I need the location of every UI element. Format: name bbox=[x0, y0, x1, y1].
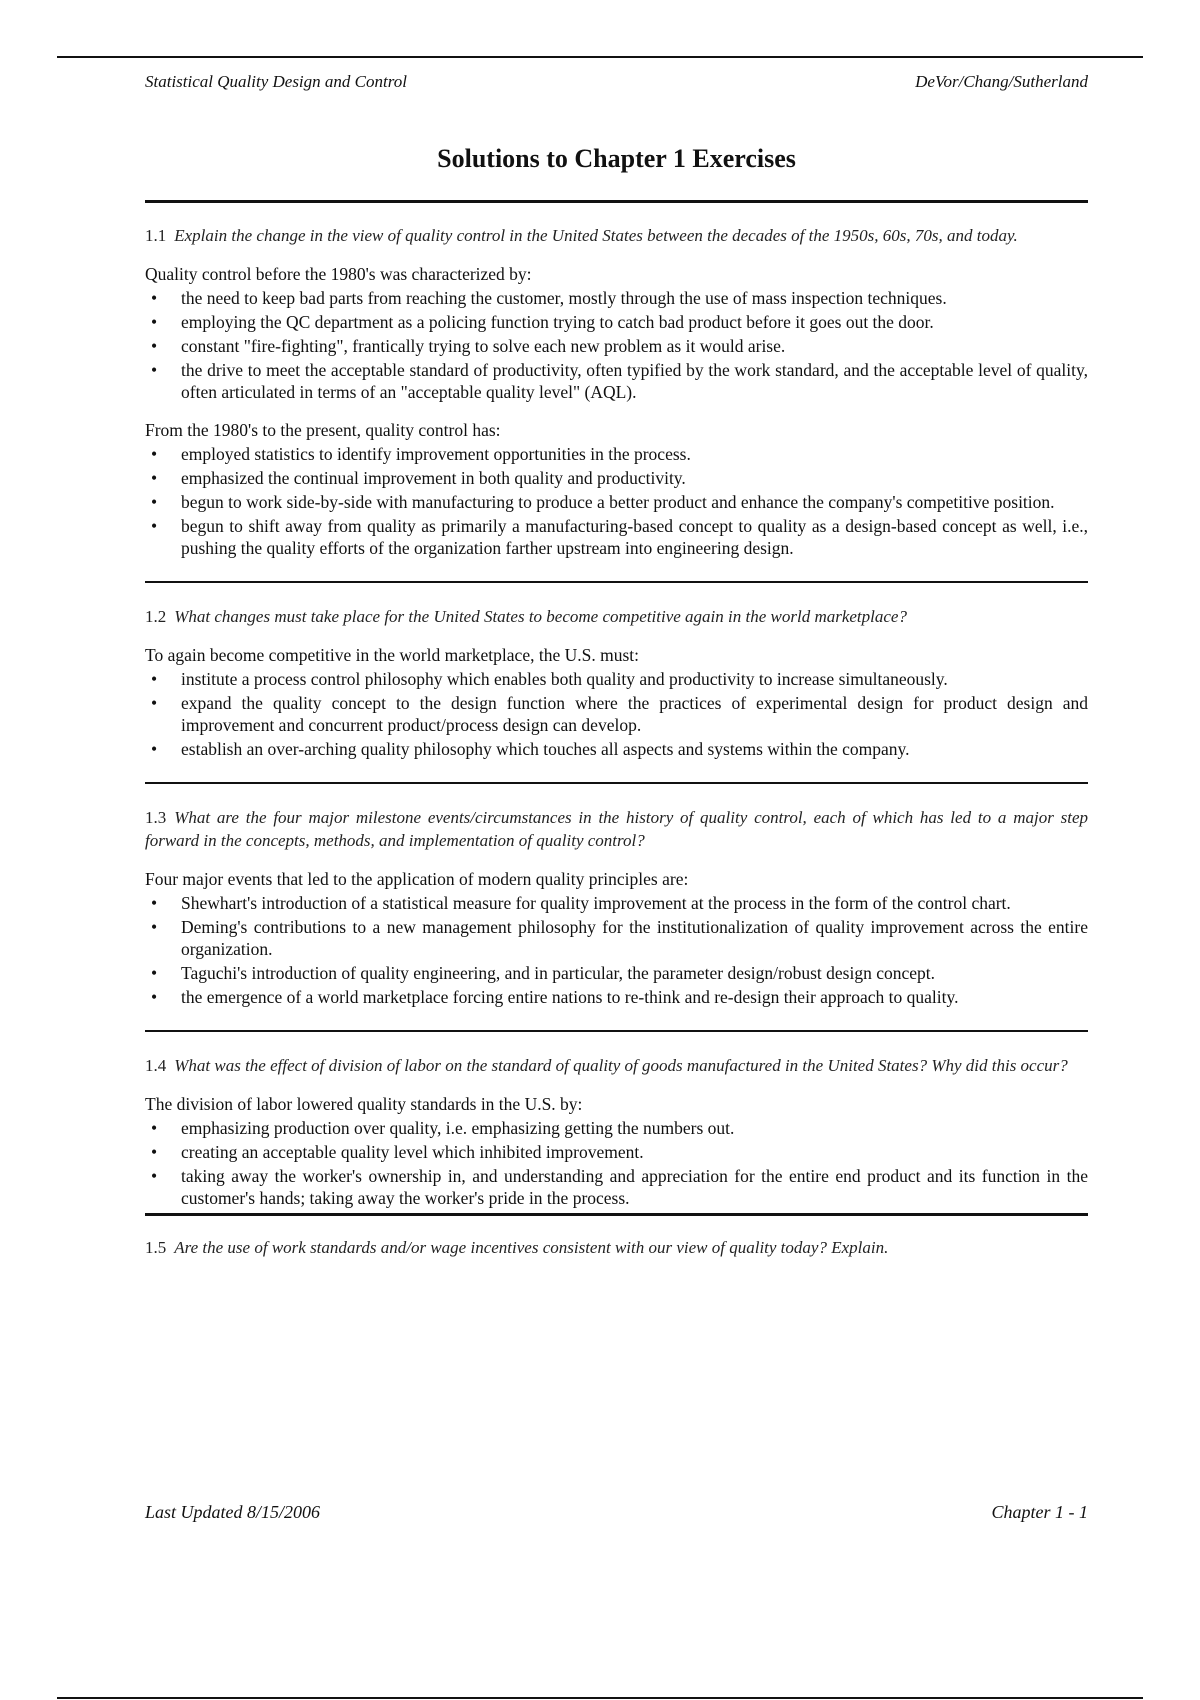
list-item: • Taguchi's introduction of quality engineering, and in particular, the parameter design/robust design concept. bbox=[151, 963, 935, 983]
list-item: • establish an over-arching quality philosophy which touches all aspects and systems within the company. bbox=[151, 739, 910, 759]
header-book-title: Statistical Quality Design and Control bbox=[145, 72, 407, 91]
list-item: • the need to keep bad parts from reaching the customer, mostly through the use of mass inspection techniques. bbox=[151, 288, 947, 308]
section-divider bbox=[145, 581, 1088, 583]
running-header bbox=[145, 72, 1088, 92]
answer-lead: Quality control before the 1980's was characterized by: bbox=[145, 264, 532, 284]
list-item: • Deming's contributions to a new management philosophy for the institutionalization of quality improvement across the entire organization. bbox=[151, 917, 1088, 959]
page-footer bbox=[145, 1502, 1088, 1523]
footer-last-updated: Last Updated 8/15/2006 bbox=[145, 1502, 321, 1522]
list-item: • expand the quality concept to the design function where the practices of experimental design for product design and improvement and concurrent product/process design can develop. bbox=[151, 693, 1088, 735]
answer-list bbox=[145, 443, 1088, 559]
list-item: • employed statistics to identify improvement opportunities in the process. bbox=[151, 444, 691, 464]
question-1-4: 1.4 What was the effect of division of labor on the standard of quality of goods manufactured in the United States? Why did this occur? bbox=[145, 1056, 1068, 1075]
answer-lead: Four major events that led to the application of modern quality principles are: bbox=[145, 869, 689, 889]
question-1-5: 1.5 Are the use of work standards and/or wage incentives consistent with our view of quality today? Explain. bbox=[145, 1238, 889, 1257]
header-authors: DeVor/Chang/Sutherland bbox=[915, 72, 1088, 91]
footer-page-number: Chapter 1 - 1 bbox=[991, 1502, 1088, 1522]
list-item: • Shewhart's introduction of a statistical measure for quality improvement at the process in the form of the control chart. bbox=[151, 893, 1011, 913]
list-item: • begun to shift away from quality as primarily a manufacturing-based concept to quality as a design-based concept as well, i.e., pushing the quality efforts of the organization farther upstream into engineering design. bbox=[151, 516, 1088, 558]
question-1-1: 1.1 Explain the change in the view of quality control in the United States between the decades of the 1950s, 60s, 70s, and today. bbox=[145, 226, 1018, 245]
section-divider bbox=[145, 782, 1088, 784]
answer-list bbox=[145, 287, 1088, 403]
question-1-2: 1.2 What changes must take place for the United States to become competitive again in the world marketplace? bbox=[145, 607, 907, 626]
answer-lead: To again become competitive in the world marketplace, the U.S. must: bbox=[145, 645, 639, 665]
list-item: • emphasized the continual improvement in both quality and productivity. bbox=[151, 468, 686, 488]
answer-list bbox=[145, 892, 1088, 1008]
list-item: • institute a process control philosophy which enables both quality and productivity to increase simultaneously. bbox=[151, 669, 948, 689]
answer-lead: The division of labor lowered quality standards in the U.S. by: bbox=[145, 1094, 583, 1114]
list-item: • the emergence of a world marketplace forcing entire nations to re-think and re-design their approach to quality. bbox=[151, 987, 959, 1007]
answer-list bbox=[145, 668, 1088, 760]
section-divider bbox=[145, 1030, 1088, 1032]
section-divider bbox=[145, 1213, 1088, 1216]
question-1-3: 1.3 What are the four major milestone events/circumstances in the history of quality control, each of which has led to a major step forward in the concepts, methods, and implementation of quality control? bbox=[145, 808, 1088, 850]
list-item: • constant "fire-fighting", frantically trying to solve each new problem as it would arise. bbox=[151, 336, 786, 356]
top-rule bbox=[57, 56, 1143, 58]
list-item: • emphasizing production over quality, i.e. emphasizing getting the numbers out. bbox=[151, 1118, 735, 1138]
page-title: Solutions to Chapter 1 Exercises bbox=[437, 144, 796, 173]
document-body bbox=[145, 200, 1088, 1259]
bottom-rule bbox=[57, 1697, 1143, 1699]
list-item: • begun to work side-by-side with manufacturing to produce a better product and enhance the company's competitive position. bbox=[151, 492, 1055, 512]
list-item: • the drive to meet the acceptable standard of productivity, often typified by the work standard, and the acceptable level of quality, often articulated in terms of an "acceptable quality level" (AQL). bbox=[151, 360, 1088, 402]
answer-lead: From the 1980's to the present, quality control has: bbox=[145, 420, 501, 440]
answer-list bbox=[145, 1117, 1088, 1209]
title-rule bbox=[145, 200, 1088, 203]
list-item: • taking away the worker's ownership in, and understanding and appreciation for the entire end product and its function in the customer's hands; taking away the worker's pride in the process. bbox=[151, 1166, 1088, 1208]
list-item: • employing the QC department as a policing function trying to catch bad product before it goes out the door. bbox=[151, 312, 934, 332]
list-item: • creating an acceptable quality level which inhibited improvement. bbox=[151, 1142, 644, 1162]
